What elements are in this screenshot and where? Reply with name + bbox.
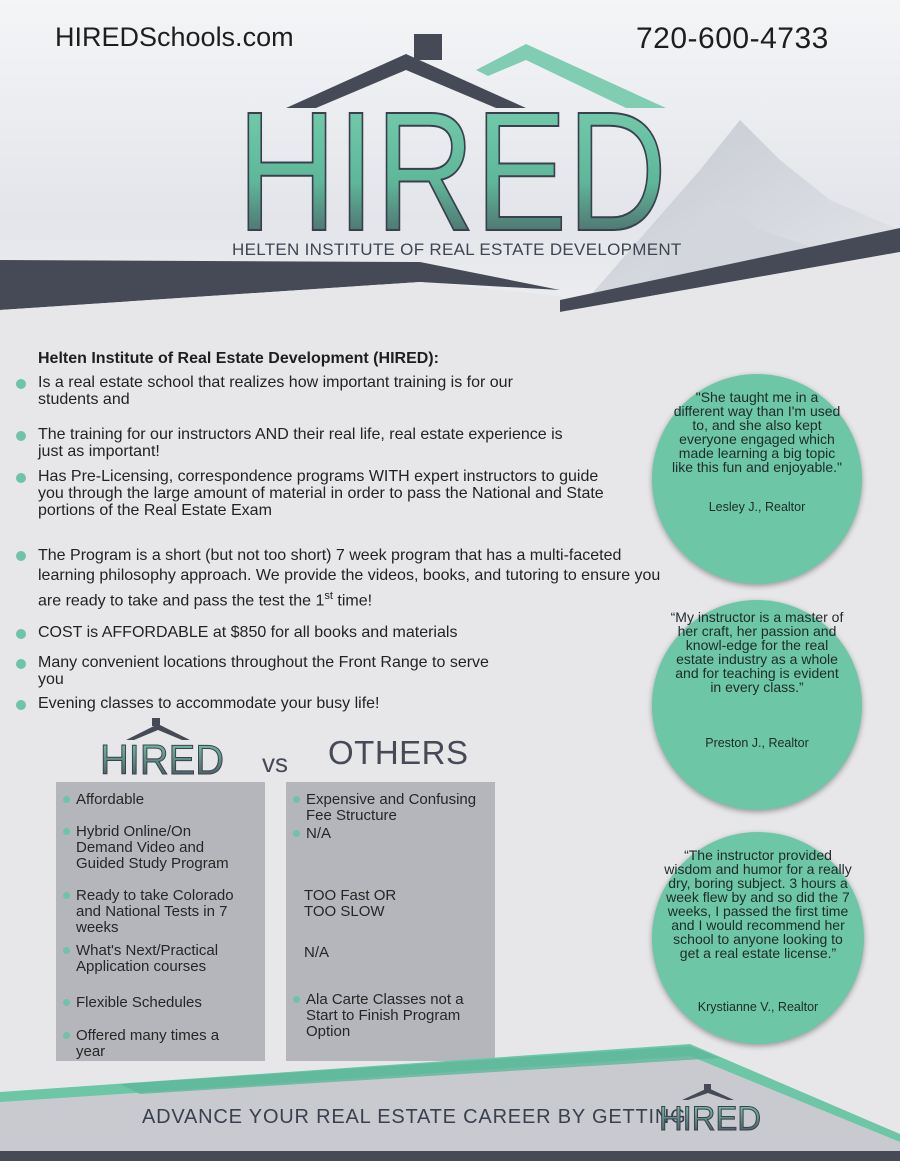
footer-slogan: ADVANCE YOUR REAL ESTATE CAREER BY GETTING [142, 1106, 687, 1128]
bullet-dot-icon [16, 551, 26, 561]
hired-logo-text: HIRED [237, 92, 667, 242]
list-item: Affordable [56, 792, 265, 808]
list-item: Flexible Schedules [56, 995, 265, 1011]
list-item: Ala Carte Classes not a Start to Finish Program Option [286, 992, 491, 1040]
bullet-dot-icon [63, 892, 70, 899]
footer-logo [656, 1084, 764, 1134]
list-item: N/A [286, 826, 495, 842]
bullet-dot-icon [16, 629, 26, 639]
hired-small-logo-text: HIRED [100, 736, 224, 778]
bullet-dot-icon [63, 947, 70, 954]
bullet-dot-icon [293, 796, 300, 803]
testimonial-author: Lesley J., Realtor [708, 500, 806, 514]
bullet-dot-icon [16, 659, 26, 669]
testimonial-quote: "She taught me in a different way than I'm used to, and she also kept everyone engaged which made learning a big topic like this fun and enjoyable." [672, 389, 842, 475]
intro-title: Helten Institute of Real Estate Development (HIRED): [38, 350, 439, 367]
testimonial-quote: “The instructor provided wisdom and humor for a really dry, boring subject. 3 hours a week flew by and so did the 7 weeks, I passed the first time and I would recommend her school to anyone looking to get a real estate license.” [664, 847, 852, 961]
list-item: N/A [304, 944, 330, 961]
bullet-dot-icon [293, 996, 300, 1003]
list-item: The training for our instructors AND their real life, real estate experience is just as important! [16, 426, 576, 460]
bullet-dot-icon [16, 473, 26, 483]
list-item: Is a real estate school that realizes how important training is for our students and [16, 374, 576, 408]
list-item: Ready to take Colorado and National Tests in 7 weeks [56, 888, 256, 936]
others-features-panel [286, 782, 495, 1061]
bullet-dot-icon [63, 796, 70, 803]
bullet-dot-icon [63, 828, 70, 835]
hired-logo [232, 92, 672, 242]
testimonial-author: Preston J., Realtor [705, 736, 809, 750]
hired-small-logo [96, 718, 228, 778]
phone-number[interactable]: 720-600-4733 [636, 22, 829, 55]
testimonial-circle [652, 600, 862, 810]
website-link[interactable]: HIREDSchools.com [55, 22, 294, 52]
testimonial-circle [652, 832, 864, 1044]
bullet-dot-icon [16, 700, 26, 710]
bullet-dot-icon [293, 830, 300, 837]
list-item: Has Pre-Licensing, correspondence programs WITH expert instructors to guide you through the large amount of material in order to pass the National and State portions of the Real Estate Exam [16, 468, 616, 519]
testimonial-circle [652, 374, 862, 584]
testimonial-quote: “My instructor is a master of her craft, her passion and knowl-edge for the real estate industry as a whole and for teaching is evident in every class.” [670, 609, 844, 695]
list-item: What's Next/Practical Application courses [56, 943, 256, 975]
list-item: Many convenient locations throughout the Front Range to serve you [16, 654, 516, 688]
bullet-dot-icon [16, 379, 26, 389]
others-label: OTHERS [328, 734, 469, 771]
list-item: Hybrid Online/On Demand Video and Guided Study Program [56, 824, 246, 872]
list-item: Expensive and Confusing Fee Structure [286, 792, 491, 824]
testimonial-author: Krystianne V., Realtor [697, 1000, 819, 1014]
list-item: Evening classes to accommodate your busy life! [16, 695, 676, 712]
vs-label: vs [262, 748, 288, 778]
hired-features-panel [56, 782, 265, 1061]
list-item: The Program is a short (but not too short) 7 week program that has a multi-faceted learning philosophy approach. We provide the videos, books, and tutoring to ensure you are ready to take and pass the test the 1st time! [16, 546, 666, 611]
bullet-dot-icon [16, 431, 26, 441]
footer-banner [0, 1030, 900, 1161]
list-item: Offered many times a year [56, 1028, 251, 1060]
list-item: TOO Fast OR TOO SLOW [304, 887, 397, 920]
tagline: HELTEN INSTITUTE OF REAL ESTATE DEVELOPMENT [232, 240, 682, 259]
list-item: COST is AFFORDABLE at $850 for all books and materials [16, 624, 676, 641]
bullet-dot-icon [63, 999, 70, 1006]
footer-logo-text: HIRED [659, 1100, 761, 1134]
